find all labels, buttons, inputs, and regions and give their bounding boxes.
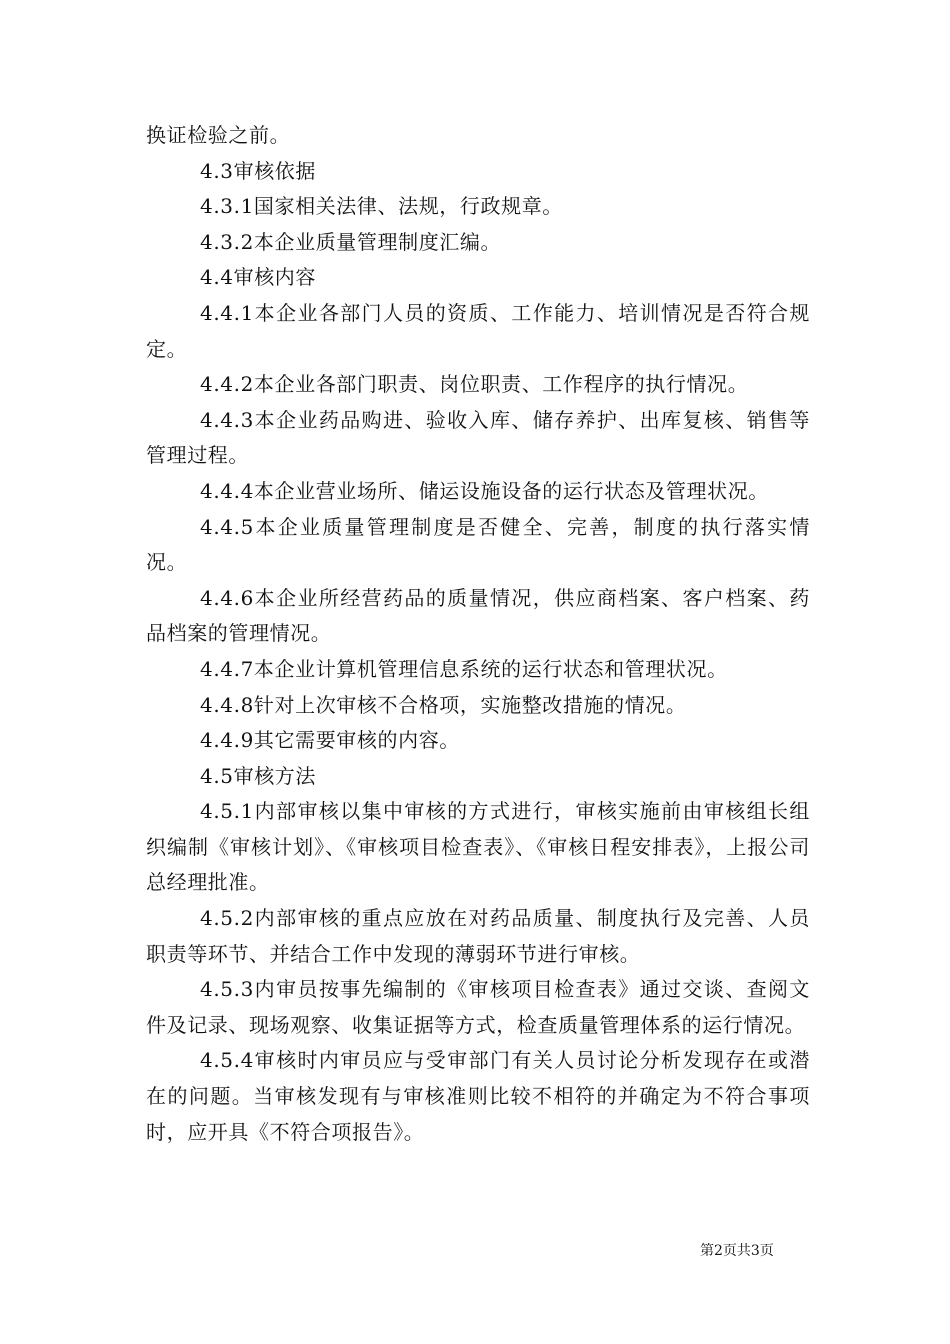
page-number: 第2页共3页	[700, 1243, 774, 1259]
paragraph: 4.3.2本企业质量管理制度汇编。	[200, 229, 502, 254]
paragraph: 4.5.4审核时内审员应与受审部门有关人员讨论分析发现存在或潜在的问题。当审核发现有与审核准则比较不相符的并确定为不符合事项时，应开具《不符合项报告》。	[146, 1048, 810, 1144]
paragraph: 4.4.3本企业药品购进、验收入库、储存养护、出库复核、销售等管理过程。	[146, 407, 810, 468]
section-heading: 4.3审核依据	[200, 158, 317, 183]
paragraph: 4.5.1内部审核以集中审核的方式进行，审核实施前由审核组长组织编制《审核计划》、《审核项目检查表》、《审核日程安排表》，上报公司总经理批准。	[146, 799, 810, 895]
paragraph: 4.4.1本企业各部门人员的资质、工作能力、培训情况是否符合规定。	[146, 300, 810, 361]
paragraph: 4.4.7本企业计算机管理信息系统的运行状态和管理状况。	[200, 656, 728, 681]
section-heading: 4.5审核方法	[200, 763, 317, 788]
section-heading: 4.4审核内容	[200, 265, 317, 290]
paragraph: 4.5.2内部审核的重点应放在对药品质量、制度执行及完善、人员职责等环节、并结合工作中发现的薄弱环节进行审核。	[146, 906, 810, 966]
paragraph: 4.4.9其它需要审核的内容。	[200, 728, 460, 753]
paragraph: 4.3.1国家相关法律、法规，行政规章。	[200, 194, 563, 219]
paragraph: 4.4.5本企业质量管理制度是否健全、完善，制度的执行落实情况。	[146, 514, 810, 575]
paragraph: 4.5.3内审员按事先编制的《审核项目检查表》通过交谈、查阅文件及记录、现场观察、收集证据等方式，检查质量管理体系的运行情况。	[146, 977, 810, 1037]
paragraph: 4.4.4本企业营业场所、储运设施设备的运行状态及管理状况。	[200, 478, 769, 503]
paragraph: 换证检验之前。	[146, 123, 291, 147]
paragraph: 4.4.2本企业各部门职责、岗位职责、工作程序的执行情况。	[200, 372, 749, 397]
paragraph: 4.4.6本企业所经营药品的质量情况，供应商档案、客户档案、药品档案的管理情况。	[146, 585, 810, 646]
document-body	[146, 118, 810, 1150]
paragraph: 4.4.8针对上次审核不合格项，实施整改措施的情况。	[200, 692, 687, 717]
